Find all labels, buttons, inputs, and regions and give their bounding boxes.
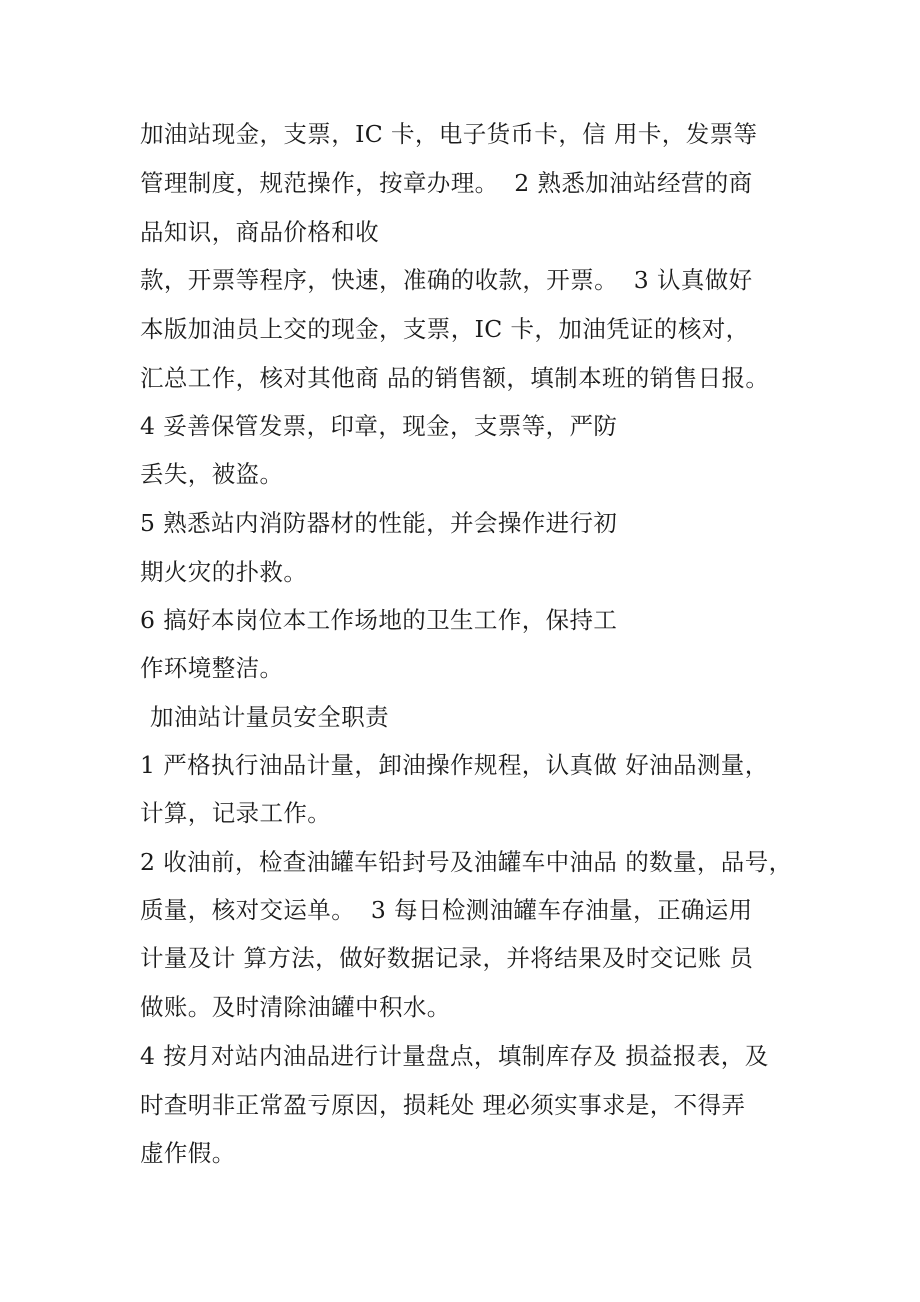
text-line-16: 2 收油前，检查油罐车铅封号及油罐车中油品 的数量，品号， — [140, 848, 793, 876]
text-line-14: 1 严格执行油品计量，卸油操作规程，认真做 好油品测量， — [140, 751, 769, 779]
text-line-19: 做账。及时清除油罐中积水。 — [140, 993, 451, 1021]
text-line-15: 计算，记录工作。 — [140, 799, 332, 827]
text-line-4: 款，开票等程序，快速，准确的收款，开票。 3 认真做好 — [140, 266, 753, 294]
text-line-1: 加油站现金，支票，IC 卡，电子货币卡，信 用卡，发票等 — [140, 120, 758, 148]
text-line-9: 5 熟悉站内消防器材的性能，并会操作进行初 — [140, 509, 618, 537]
text-line-17: 质量，核对交运单。 3 每日检测油罐车存油量，正确运用 — [140, 896, 753, 924]
text-line-21: 时查明非正常盈亏原因，损耗处 理必须实事求是，不得弄 — [140, 1091, 746, 1119]
text-line-11: 6 搞好本岗位本工作场地的卫生工作，保持工 — [140, 606, 618, 634]
text-line-3: 品知识，商品价格和收 — [140, 218, 379, 246]
text-line-22: 虚作假。 — [140, 1139, 236, 1167]
text-line-7: 4 妥善保管发票，印章，现金，支票等，严防 — [140, 412, 618, 440]
text-line-12: 作环境整洁。 — [140, 654, 284, 682]
text-line-8: 丢失，被盗。 — [140, 460, 284, 488]
text-line-20: 4 按月对站内油品进行计量盘点，填制库存及 损益报表，及 — [140, 1042, 769, 1070]
text-line-18: 计量及计 算方法，做好数据记录，并将结果及时交记账 员 — [140, 944, 754, 972]
text-line-5: 本版加油员上交的现金，支票，IC 卡，加油凭证的核对， — [140, 315, 750, 343]
text-line-2: 管理制度，规范操作，按章办理。 2 熟悉加油站经营的商 — [140, 169, 753, 197]
text-line-6: 汇总工作，核对其他商 品的销售额，填制本班的销售日报。 — [140, 364, 770, 392]
section-heading: 加油站计量员安全职责 — [150, 703, 389, 731]
text-line-10: 期火灾的扑救。 — [140, 558, 308, 586]
